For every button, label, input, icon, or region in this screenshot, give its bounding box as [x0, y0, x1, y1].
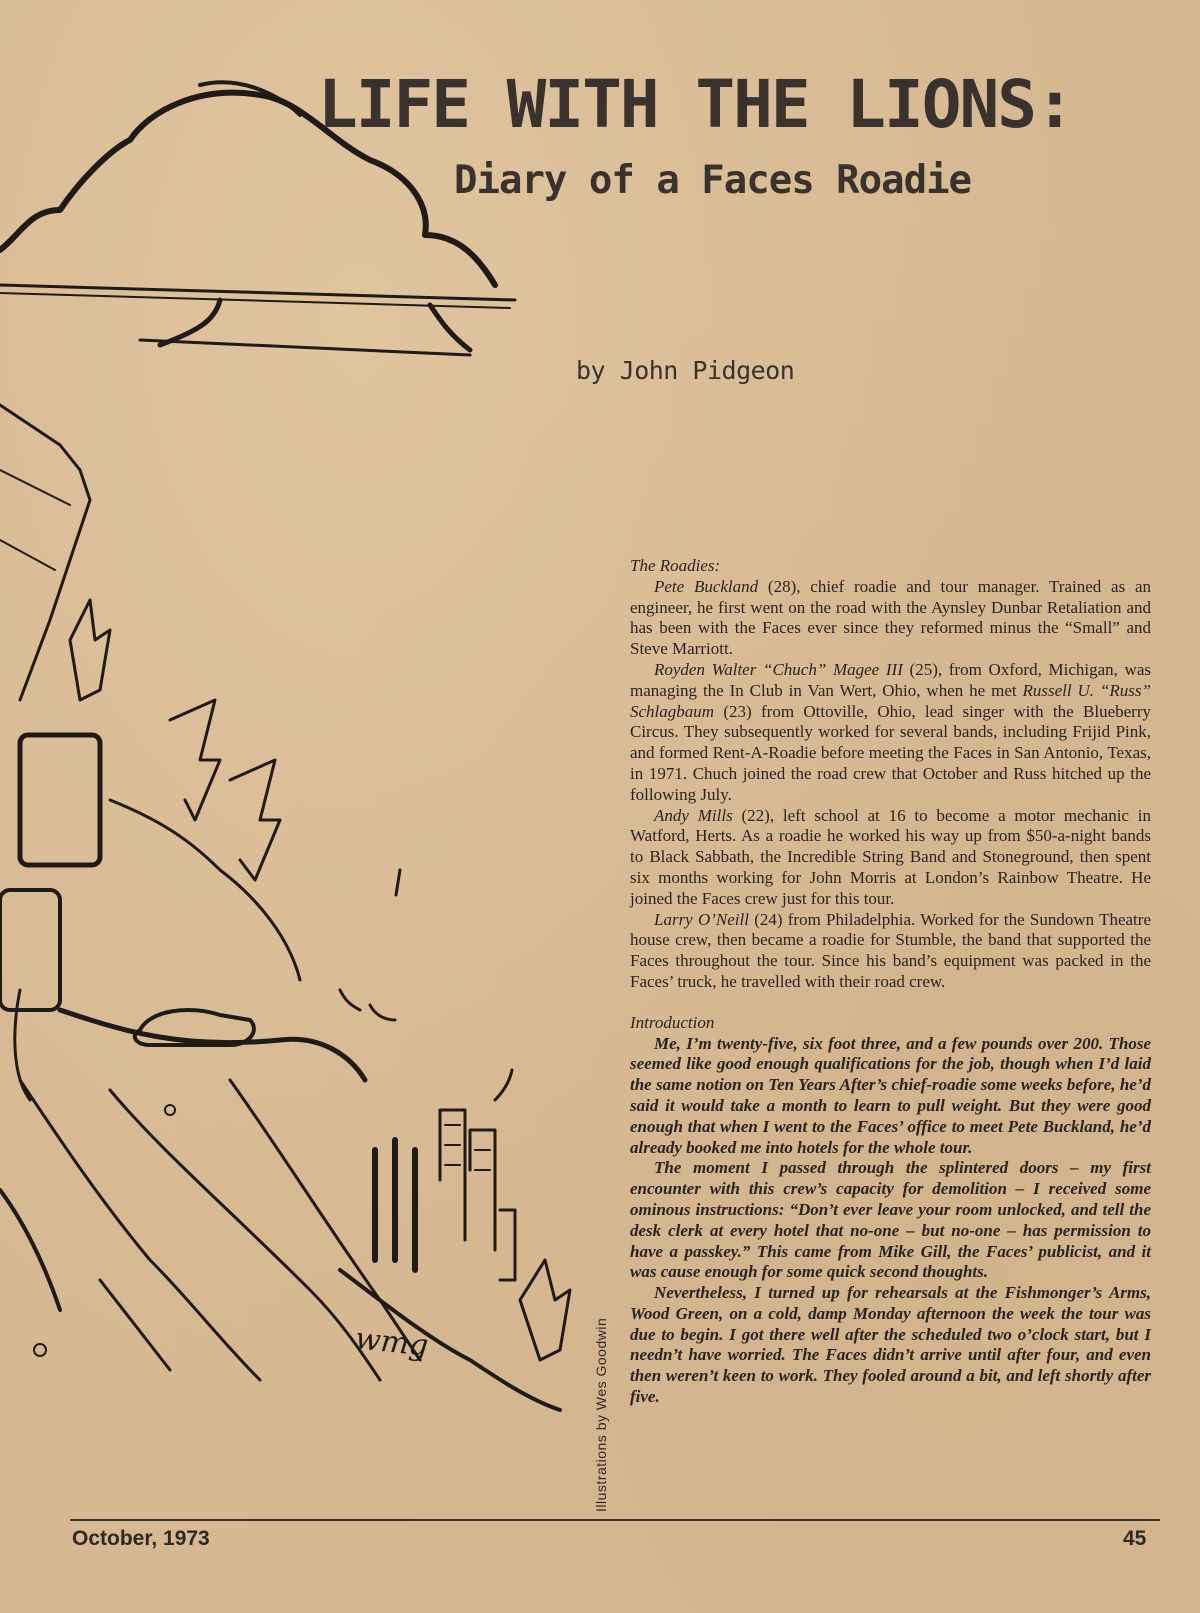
introduction-heading: Introduction — [630, 1012, 715, 1032]
roadie-name: Royden Walter “Chuch” Magee III — [654, 659, 903, 679]
footer-divider — [70, 1519, 1160, 1521]
introduction-paragraph: Nevertheless, I turned up for rehearsals at the Fishmonger’s Arms, Wood Green, on a cold, damp Monday afternoon the week the tour was due to begin. I got there well after the scheduled two o’clock start, but I needn’t have worried. The Faces didn’t arrive until after four, and even then weren’t keen to work. They fooled around a bit, and left shortly after five. — [630, 1283, 1151, 1407]
roadie-name: Andy Mills — [654, 805, 733, 825]
roadie-name: Pete Buckland — [654, 576, 759, 596]
roadie-name: Larry O’Neill — [654, 909, 749, 929]
article-byline: by John Pidgeon — [576, 356, 795, 385]
article-title: LIFE WITH THE LIONS: — [318, 66, 1073, 143]
roadie-description: (23) from Ottoville, Ohio, lead singer with the Blueberry Circus. They subsequently worked for several bands, including Frijid Pink, and formed Rent-A-Roadie before meeting the Faces in San Antonio, Texas, in 1971. Chuch joined the road crew that October and Russ hitched up the following July. — [630, 701, 1151, 804]
roadie-description: (28), chief roadie and tour manager. Trained as an engineer, he first went on the road with the Aynsley Dunbar Retaliation and has been with the Faces ever since they reformed minus the “Small” and Steve Marriott. — [630, 576, 1151, 659]
roadie-description: (25), from Oxford, Michigan, was managing the In Club in Van Wert, Ohio, when he met — [630, 659, 1151, 700]
roadie-paragraph — [630, 577, 1151, 660]
introduction-paragraph: Me, I’m twenty-five, six foot three, and a few pounds over 200. Those seemed like good enough qualifications for the job, though when I’d laid the same notion on Ten Years After’s chief-roadie some weeks before, he’d said it would take a month to learn to pull weight. But they were good enough that when I went to the Faces’ office to meet Pete Buckland, he’d already booked me into hotels for the whole tour. — [630, 1033, 1151, 1157]
roadie-paragraph — [630, 910, 1151, 993]
roadie-name: Russell U. “Russ” Schlagbaum — [630, 680, 1151, 721]
illustration-credit: Illustrations by Wes Goodwin — [593, 1317, 609, 1512]
artist-signature: wmg — [353, 1321, 430, 1364]
article-body — [630, 556, 1151, 1408]
roadies-heading: The Roadies: — [630, 556, 721, 575]
roadie-paragraph — [630, 660, 1151, 806]
roadie-description: (24) from Philadelphia. Worked for the Sundown Theatre house crew, then became a roadie for Stumble, the band that supported the Faces throughout the tour. Since his band’s equipment was packed in the Faces’ truck, he travelled with their road crew. — [630, 909, 1151, 991]
pen-ink-illustration — [0, 0, 600, 1520]
introduction-paragraph: The moment I passed through the splintered doors – my first encounter with this crew’s capacity for demolition – I received some ominous instructions: “Don’t ever leave your room unlocked, and tell the desk clerk at every hotel that no-one – but no-one – has permission to have a passkey.” This came from Mike Gill, the Faces’ publicist, and it was cause enough for some quick second thoughts. — [630, 1158, 1151, 1282]
article-subtitle: Diary of a Faces Roadie — [454, 158, 972, 203]
roadie-paragraph — [630, 806, 1151, 910]
roadie-description: (22), left school at 16 to become a motor mechanic in Watford, Herts. As a roadie he worked his way up from $50-a-night bands to Black Sabbath, the Incredible String Band and Stoneground, then spent six months working for John Morris at London’s Rainbow Theatre. He joined the Faces crew just for this tour. — [630, 805, 1151, 908]
page-number: 45 — [1123, 1527, 1147, 1550]
issue-date: October, 1973 — [72, 1527, 210, 1550]
